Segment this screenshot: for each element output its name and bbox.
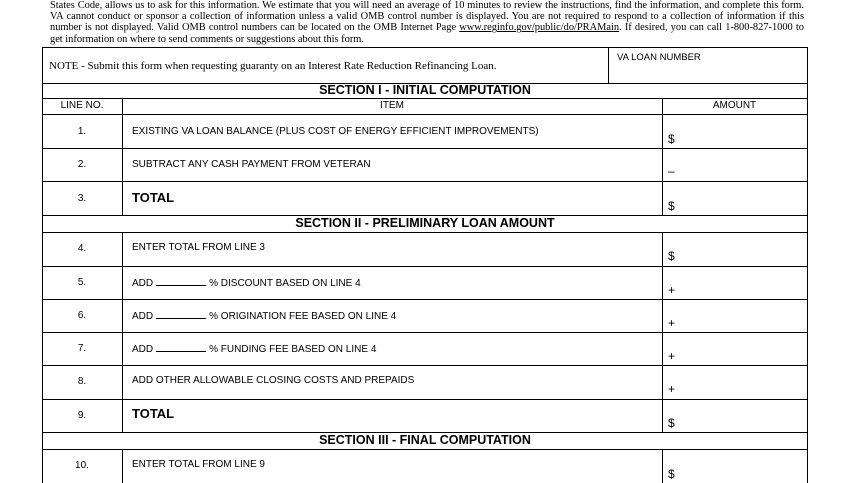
line-number: 8.: [77, 376, 87, 387]
origination-text: % ORIGINATION FEE BASED ON LINE 4: [209, 311, 397, 322]
amount-symbol: –: [668, 164, 675, 178]
table-row: [42, 399, 808, 432]
section2-title: SECTION II - PRELIMINARY LOAN AMOUNT: [295, 216, 555, 230]
line-number: 6.: [77, 310, 87, 321]
add-text: ADD: [132, 311, 154, 322]
amount-field[interactable]: [682, 403, 802, 430]
funding-fee-percent-field[interactable]: [156, 342, 206, 352]
line-number: 1.: [77, 126, 87, 137]
line-number: 7.: [77, 343, 87, 354]
table-row: [42, 449, 808, 483]
amount-symbol: $: [668, 199, 675, 213]
divider: [42, 98, 808, 99]
va-irrrl-worksheet-form: [42, 0, 808, 483]
note-text: NOTE - Submit this form when requesting guaranty on an Interest Rate Reduction Refinancing Loan.: [49, 60, 497, 72]
section1-title: SECTION I - INITIAL COMPUTATION: [319, 83, 531, 97]
statement-text: States Code, allows us to ask for this information. We estimate that you will need an average of 10 minutes to review the instructions, find the information, and complete this form. VA cannot conduct or sponsor a collection of information unless a valid OMB control number is displayed. You are not required to respond to a collection of information if this number is not displayed. Valid OMB control numbers can be located on the OMB Internet Page: [50, 0, 804, 34]
privacy-burden-statement: [50, 0, 804, 45]
line-item: ENTER TOTAL FROM LINE 9: [132, 459, 265, 470]
line-item: TOTAL: [132, 406, 175, 421]
line-item: ADD OTHER ALLOWABLE CLOSING COSTS AND PREPAIDS: [132, 375, 415, 386]
add-text: ADD: [132, 344, 154, 355]
discount-percent-field[interactable]: [156, 276, 206, 286]
amount-symbol: +: [668, 382, 676, 396]
statement-text-end: . If desired, you can call 1-800-827-1000 to get information on where to send comments or suggestions about this form.: [50, 22, 804, 45]
table-row: [42, 114, 808, 148]
add-text: ADD: [132, 278, 154, 289]
amount-symbol: +: [668, 283, 676, 297]
line-number: 5.: [77, 277, 87, 288]
table-row: [42, 365, 808, 399]
col-amount: AMOUNT: [712, 100, 757, 111]
amount-symbol: +: [668, 349, 676, 363]
amount-symbol: $: [668, 132, 675, 146]
table-row: [42, 148, 808, 181]
amount-field[interactable]: [682, 453, 802, 481]
table-row: [42, 299, 808, 332]
va-loan-number-label: VA LOAN NUMBER: [617, 52, 701, 63]
line-item: ENTER TOTAL FROM LINE 3: [132, 242, 265, 253]
table-row: [42, 332, 808, 365]
amount-field[interactable]: [682, 303, 802, 330]
amount-field[interactable]: [682, 270, 802, 297]
line-number: 2.: [77, 159, 87, 170]
amount-field[interactable]: [682, 236, 802, 264]
amount-field[interactable]: [682, 185, 802, 213]
line-item: TOTAL: [132, 190, 175, 205]
section3-title: SECTION III - FINAL COMPUTATION: [319, 433, 531, 447]
line-item: EXISTING VA LOAN BALANCE (PLUS COST OF ENERGY EFFICIENT IMPROVEMENTS): [132, 126, 539, 137]
line-item: SUBTRACT ANY CASH PAYMENT FROM VETERAN: [132, 159, 371, 170]
line-item: [132, 276, 361, 289]
col-line-no: LINE NO.: [60, 100, 104, 111]
line-number: 3.: [77, 193, 87, 204]
line-number: 9.: [77, 410, 87, 421]
amount-symbol: $: [668, 249, 675, 263]
line-item: [132, 342, 376, 355]
line-item: [132, 309, 396, 322]
line-number: 4.: [77, 243, 87, 254]
amount-field[interactable]: [682, 336, 802, 363]
col-item: ITEM: [380, 100, 404, 111]
table-row: [42, 232, 808, 266]
funding-fee-text: % FUNDING FEE BASED ON LINE 4: [209, 344, 377, 355]
divider: [42, 47, 808, 48]
discount-text: % DISCOUNT BASED ON LINE 4: [209, 278, 361, 289]
amount-field[interactable]: [682, 118, 802, 146]
omb-link[interactable]: www.reginfo.gov/public/do/PRAMain: [459, 22, 620, 34]
amount-symbol: $: [668, 416, 675, 430]
amount-field[interactable]: [682, 152, 802, 179]
table-row: [42, 181, 808, 215]
table-row: [42, 266, 808, 299]
line-number: 10.: [75, 460, 89, 471]
va-loan-number-field[interactable]: [609, 64, 807, 82]
origination-percent-field[interactable]: [156, 309, 206, 319]
amount-symbol: $: [668, 467, 675, 481]
amount-symbol: +: [668, 316, 676, 330]
amount-field[interactable]: [682, 369, 802, 397]
